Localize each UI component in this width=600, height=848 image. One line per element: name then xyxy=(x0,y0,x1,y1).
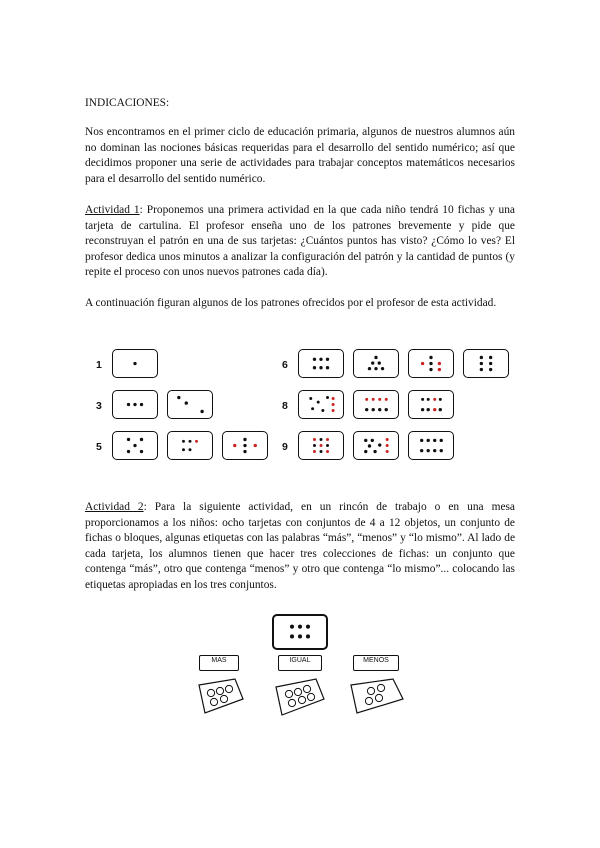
activity2-label: Actividad 2 xyxy=(85,501,144,513)
tray-label: IGUAL xyxy=(289,657,311,664)
activity2-paragraph xyxy=(85,500,515,594)
dot-pattern-card xyxy=(353,349,399,378)
dot-pattern-card xyxy=(222,431,268,460)
dot-pattern-card xyxy=(167,390,213,419)
dot-pattern-card xyxy=(298,431,344,460)
pattern-number: 9 xyxy=(282,441,288,453)
dot-pattern-card xyxy=(167,431,213,460)
pattern-number: 1 xyxy=(96,359,102,371)
activity2-text: : Para la siguiente actividad, en un rincón de trabajo o en una mesa proporcionamos a los niños: ocho tarjetas con conjuntos de 4 a 12 objetos, un conjunto de fichas o bloques, algunas etiquetas con las palabras “más”, “menos” y “lo mismo”. Al lado de cada tarjeta, los alumnos tienen que hacer tres colecciones de fichas: un conjunto que contenga “más”, otro que contenga “menos” y otro que contenga “lo mismo”... colocando las etiquetas apropiadas en los tres conjuntos. xyxy=(85,501,515,591)
pattern-number: 3 xyxy=(96,400,102,412)
dot-pattern-card xyxy=(298,390,344,419)
page-heading: INDICACIONES: xyxy=(85,97,170,109)
reference-card xyxy=(272,614,328,650)
dot-pattern-card xyxy=(112,349,158,378)
pattern-number: 6 xyxy=(282,359,288,371)
activity1-paragraph xyxy=(85,203,515,281)
tray-label: MENOS xyxy=(363,657,389,664)
dot-pattern-card xyxy=(112,431,158,460)
dot-pattern-card xyxy=(353,431,399,460)
activity1-text: : Proponemos una primera actividad en la que cada niño tendrá 10 fichas y una tarjeta de cartulina. El profesor enseña uno de los patrones brevemente y pide que reconstruyan el patrón en una de sus tarjetas: ¿Cuántos puntos has visto? ¿Cómo lo ves? El profesor dedica unos minutos a analizar la configuración del patrón y la cantidad de puntos (y repite el proceso con unos nuevos patrones cada día). xyxy=(85,204,515,279)
tray-label: MAS xyxy=(211,657,227,664)
dot-pattern-card xyxy=(463,349,509,378)
tray-mas xyxy=(195,655,247,717)
dot-pattern-card xyxy=(298,349,344,378)
dot-pattern-card xyxy=(353,390,399,419)
pattern-number: 8 xyxy=(282,400,288,412)
dot-pattern-card xyxy=(408,431,454,460)
tray-igual xyxy=(272,655,328,717)
intro-paragraph: Nos encontramos en el primer ciclo de educación primaria, algunos de nuestros alumnos aún no dominan las nociones básicas requeridas para el desarrollo del sentido numérico; así que decidimos proponer una serie de actividades para trabajar conceptos matemáticos necesarios para el desarrollo del sentido numérico. xyxy=(85,126,515,185)
dot-pattern-card xyxy=(408,349,454,378)
patterns-intro-paragraph: A continuación figuran algunos de los patrones ofrecidos por el profesor de esta actividad. xyxy=(85,297,497,309)
tray-menos xyxy=(347,655,407,717)
dot-pattern-card xyxy=(408,390,454,419)
activity1-label: Actividad 1 xyxy=(85,204,140,216)
pattern-number: 5 xyxy=(96,441,102,453)
dot-pattern-card xyxy=(112,390,158,419)
